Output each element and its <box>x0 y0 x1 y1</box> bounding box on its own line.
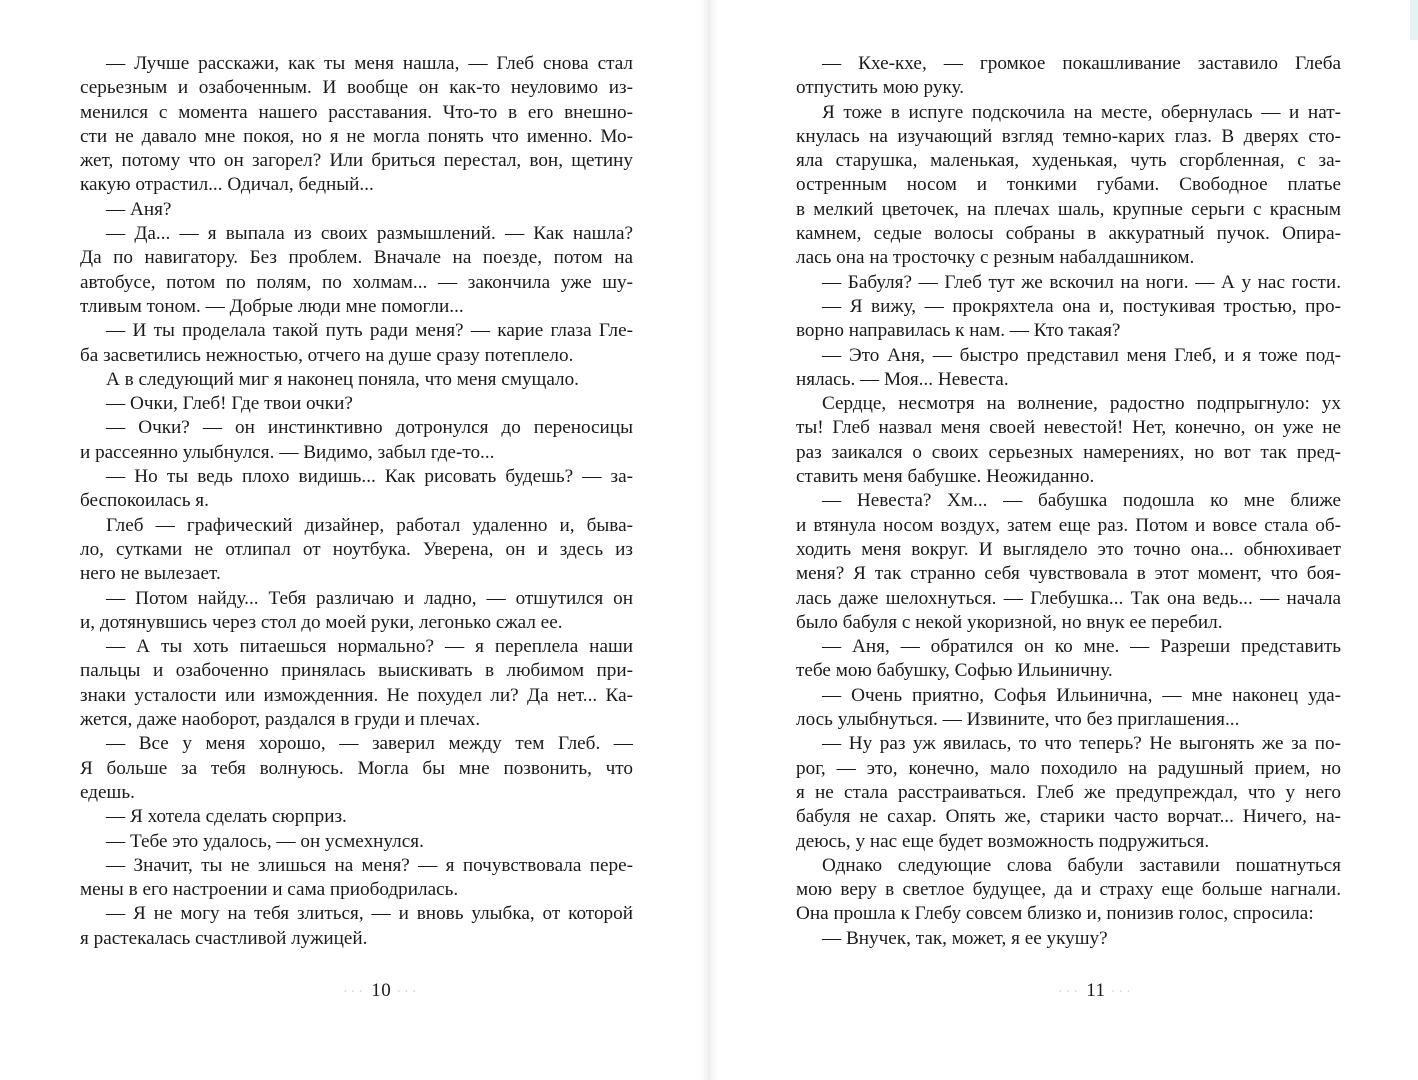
text-line: я растекалась счастливой лужицей. <box>80 927 368 949</box>
text-line: менился с момента нашего расставания. Что-то в его внешно- <box>80 101 633 123</box>
text-line: лась она на тросточку с резным набалдашником. <box>796 247 1195 269</box>
text-line: сти не давало мне покоя, но я не могла понять что именно. Мо- <box>80 125 633 147</box>
text-line: Однако следующие слова бабули заставили пошатнуться <box>822 854 1341 876</box>
text-line: нялась. — Моя... Невеста. <box>796 368 1009 390</box>
text-line: — Потом найду... Тебя различаю и ладно, — отшутился он <box>106 587 633 609</box>
text-line: — Ну раз уж явилась, то что теперь? Не выгонять же за по- <box>822 733 1341 755</box>
text-line: какую отрастил... Одичал, бедный... <box>80 174 374 196</box>
folio-ornament: ··· <box>396 985 420 1000</box>
text-line: — Очки, Глеб! Где твои очки? <box>106 393 353 415</box>
text-line: лось улыбнуться. — Извините, что без приглашения... <box>796 709 1240 731</box>
text-line: и, дотянувшись через стол до моей руки, легонько сжал ее. <box>80 611 563 633</box>
text-line: камнем, седые волосы собраны в аккуратный пучок. Опира- <box>796 223 1341 245</box>
text-line: деюсь, у нас еще будет возможность подружиться. <box>796 830 1210 852</box>
text-line: жет, потому что он загорел? Или бриться перестал, вон, щетину <box>80 150 633 172</box>
text-line: — Невеста? Хм... — бабушка подошла ко мне ближе <box>822 490 1341 512</box>
text-line: Я больше за тебя волнуюсь. Могла бы мне позвонить, что <box>80 757 633 779</box>
text-line: — Значит, ты не злишься на меня? — я почувствовала пере- <box>106 854 633 876</box>
text-line: в мелкий цветочек, на плечах шаль, крупные серьги с красным <box>796 198 1341 220</box>
text-line: было бабуля с некой укоризной, но внук ее перебил. <box>796 611 1223 633</box>
right-page-text <box>796 52 1341 951</box>
text-line: тебе мою бабушку, Софью Ильиничну. <box>796 660 1113 682</box>
text-line: — Внучек, так, может, я ее укушу? <box>822 927 1108 949</box>
text-line: знаки усталости или изможденния. Не похудел ли? Да нет... Ка- <box>80 684 633 706</box>
text-line: ворно направилась к нам. — Кто такая? <box>796 320 1121 342</box>
text-line: раз заикался о своих серьезных намерениях, но вот так пред- <box>796 441 1341 463</box>
text-line: мены в его настроении и сама приободрилась. <box>80 879 459 901</box>
text-line: — Я вижу, — прокряхтела она и, постукивая тростью, про- <box>822 295 1341 317</box>
text-line: ло, сутками не отлипал от ноутбука. Уверена, он и здесь из <box>80 538 633 560</box>
text-line: — Тебе это удалось, — он усмехнулся. <box>106 830 424 852</box>
text-line: рог, — это, конечно, мало походило на радушный прием, но <box>796 757 1341 779</box>
text-line: серьезным и озабоченным. И вообще он как-то неуловимо из- <box>80 77 633 99</box>
text-line: бабуля не сахар. Опять же, старики часто ворчат... Ничего, на- <box>796 806 1341 828</box>
left-page-number: ··· 10 ··· <box>343 980 420 1001</box>
text-line: Она прошла к Глебу совсем близко и, понизив голос, спросила: <box>796 903 1314 925</box>
text-line: ходить меня вокруг. И выглядело это точно она... обнюхивает <box>796 538 1341 560</box>
text-line: едешь. <box>80 781 135 803</box>
text-line: жется, даже наоборот, раздался в груди и плечах. <box>80 709 481 731</box>
text-line: — Очки? — он инстинктивно дотронулся до переносицы <box>106 417 633 439</box>
text-line: А в следующий миг я наконец поняла, что меня смущало. <box>106 368 579 390</box>
right-page <box>796 52 1341 951</box>
text-line: ты! Глеб назвал меня своей невестой! Нет, конечно, он уже не <box>796 417 1341 439</box>
text-line: — Бабуля? — Глеб тут же вскочил на ноги. — А у нас гости. <box>822 271 1341 293</box>
text-line: — Но ты ведь плохо видишь... Как рисовать будешь? — за- <box>106 466 633 488</box>
text-line: — Все у меня хорошо, — заверил между тем Глеб. — <box>106 733 633 755</box>
text-line: беспокоилась я. <box>80 490 209 512</box>
text-line: — Аня, — обратился он ко мне. — Разреши представить <box>822 636 1341 658</box>
text-line: — Я не могу на тебя злиться, — и вновь улыбка, от которой <box>106 903 633 925</box>
text-line: — Аня? <box>106 198 172 220</box>
right-page-number: ··· 11 ··· <box>1058 980 1134 1001</box>
folio-ornament: ··· <box>1058 985 1081 1000</box>
text-line: ба засветились нежностью, отчего на душе сразу потеплело. <box>80 344 574 366</box>
text-line: и рассеянно улыбнулся. — Видимо, забыл где-то... <box>80 441 495 463</box>
text-line: яла старушка, маленькая, худенькая, чуть сгорбленная, с за- <box>796 150 1341 172</box>
text-line: лась даже шелохнуться. — Глебушка... Так она ведь... — начала <box>796 587 1341 609</box>
folio-ornament: ··· <box>343 985 366 1000</box>
text-line: я не стала расстраиваться. Глеб же предупреждал, что у него <box>796 781 1341 803</box>
text-line: — Кхе-кхе, — громкое покашливание заставило Глеба <box>822 53 1341 74</box>
book-gutter <box>700 0 718 1080</box>
text-line: кнулась на изучающий взгляд темно-карих глаз. В дверях сто- <box>796 125 1341 147</box>
text-line: него не вылезает. <box>80 563 221 585</box>
text-line: — И ты проделала такой путь ради меня? — карие глаза Гле- <box>106 320 633 342</box>
text-line: Я тоже в испуге подскочила на месте, обернулась — и нат- <box>822 101 1341 123</box>
folio-ornament: ··· <box>1110 985 1134 1000</box>
text-line: Да по навигатору. Без проблем. Вначале на поезде, потом на <box>80 247 633 269</box>
text-line: автобусе, потом по полям, по холмам... — закончила уже шу- <box>80 271 633 293</box>
text-line: Глеб — графический дизайнер, работал удаленно и, быва- <box>106 514 633 536</box>
text-line: — Да... — я выпала из своих размышлений. — Как нашла? <box>106 223 633 245</box>
text-line: остренным носом и тонкими губами. Свободное платье <box>796 174 1341 196</box>
left-page-text <box>80 52 633 951</box>
text-line: отпустить мою руку. <box>796 77 965 99</box>
text-line: — Я хотела сделать сюрприз. <box>106 806 347 828</box>
text-line: мою веру в светлое будущее, да и страху еще больше нагнали. <box>796 879 1341 901</box>
text-line: — Это Аня, — быстро представил меня Глеб, и я тоже под- <box>822 344 1341 366</box>
text-line: Сердце, несмотря на волнение, радостно подпрыгнуло: ух <box>822 393 1341 415</box>
text-line: и втянула носом воздух, затем еще раз. Потом и вовсе стала об- <box>796 514 1341 536</box>
text-line: тливым тоном. — Добрые люди мне помогли... <box>80 295 464 317</box>
text-line: — Очень приятно, Софья Ильинична, — мне наконец уда- <box>822 684 1341 706</box>
left-page <box>80 52 633 951</box>
text-line: пальцы и озабоченно принялась выискивать в любимом при- <box>80 660 633 682</box>
text-line: — Лучше расскажи, как ты меня нашла, — Глеб снова стал <box>106 53 633 74</box>
edge-accent <box>1410 0 1418 40</box>
text-line: меня? Я так странно себя чувствовала в этот момент, что боя- <box>796 563 1341 585</box>
text-line: ставить меня бабушке. Неожиданно. <box>796 466 1095 488</box>
text-line: — А ты хоть питаешься нормально? — я переплела наши <box>106 636 633 658</box>
